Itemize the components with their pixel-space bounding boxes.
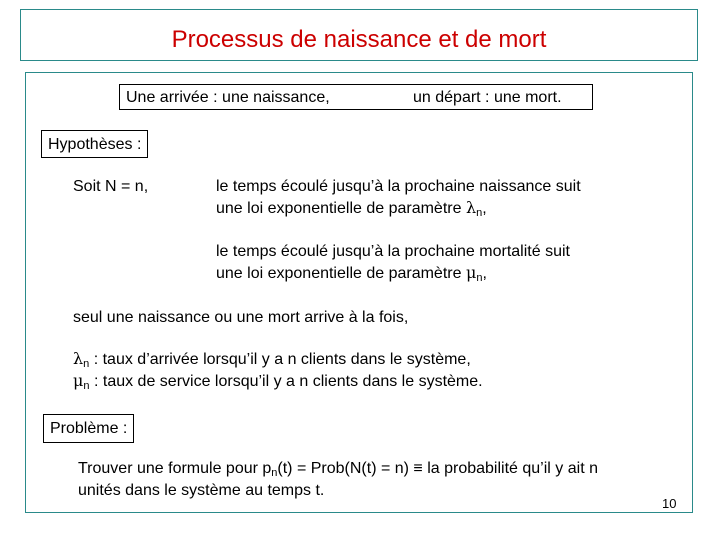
birth-hypothesis-line1: le temps écoulé jusqu’à la prochaine naissance suit — [216, 178, 581, 195]
probleme-label: Problème : — [43, 414, 134, 443]
lambda-definition — [73, 348, 471, 372]
death-hypothesis-line2 — [216, 262, 487, 286]
slide-title: Processus de naissance et de mort — [171, 26, 547, 53]
title-box — [20, 9, 698, 61]
birth-comma: , — [482, 200, 487, 217]
departure-text: un départ : une mort. — [413, 89, 562, 106]
mu-def-subscript: n — [83, 380, 90, 392]
death-text: une loi exponentielle de paramètre — [216, 265, 466, 282]
arrival-text: Une arrivée : une naissance, — [126, 89, 330, 106]
lambda-def-text: : taux d’arrivée lorsqu’il y a n clients dans le système, — [89, 351, 471, 368]
given-condition: Soit N = n, — [73, 178, 149, 195]
probleme-text: Trouver une formule pour p — [78, 460, 272, 477]
probleme-line2: unités dans le système au temps t. — [78, 482, 325, 499]
mu-def-text: : taux de service lorsqu’il y a n clients dans le système. — [89, 373, 483, 390]
mu-definition — [73, 370, 483, 394]
single-event-hypothesis: seul une naissance ou une mort arrive à la fois, — [73, 309, 409, 326]
lambda-subscript: n — [476, 207, 483, 219]
probleme-line1 — [78, 458, 598, 481]
death-hypothesis-line1: le temps écoulé jusqu’à la prochaine mortalité suit — [216, 243, 570, 260]
pn-subscript: n — [271, 467, 278, 479]
probleme-formula: (t) = Prob(N(t) = n) ≡ la probabilité qu’il y ait n — [277, 460, 598, 477]
arrival-departure-box — [119, 84, 593, 110]
hypotheses-label: Hypothèses : — [41, 130, 148, 158]
birth-text: une loi exponentielle de paramètre — [216, 200, 466, 217]
mu-def-symbol: μ — [73, 371, 84, 390]
lambda-def-subscript: n — [83, 358, 90, 370]
birth-hypothesis-line2 — [216, 197, 487, 221]
lambda-symbol: λ — [465, 198, 477, 217]
page-number: 10 — [662, 496, 677, 511]
lambda-def-symbol: λ — [73, 349, 84, 368]
death-comma: , — [482, 265, 487, 282]
mu-symbol: μ — [465, 263, 477, 282]
mu-subscript: n — [476, 272, 483, 284]
